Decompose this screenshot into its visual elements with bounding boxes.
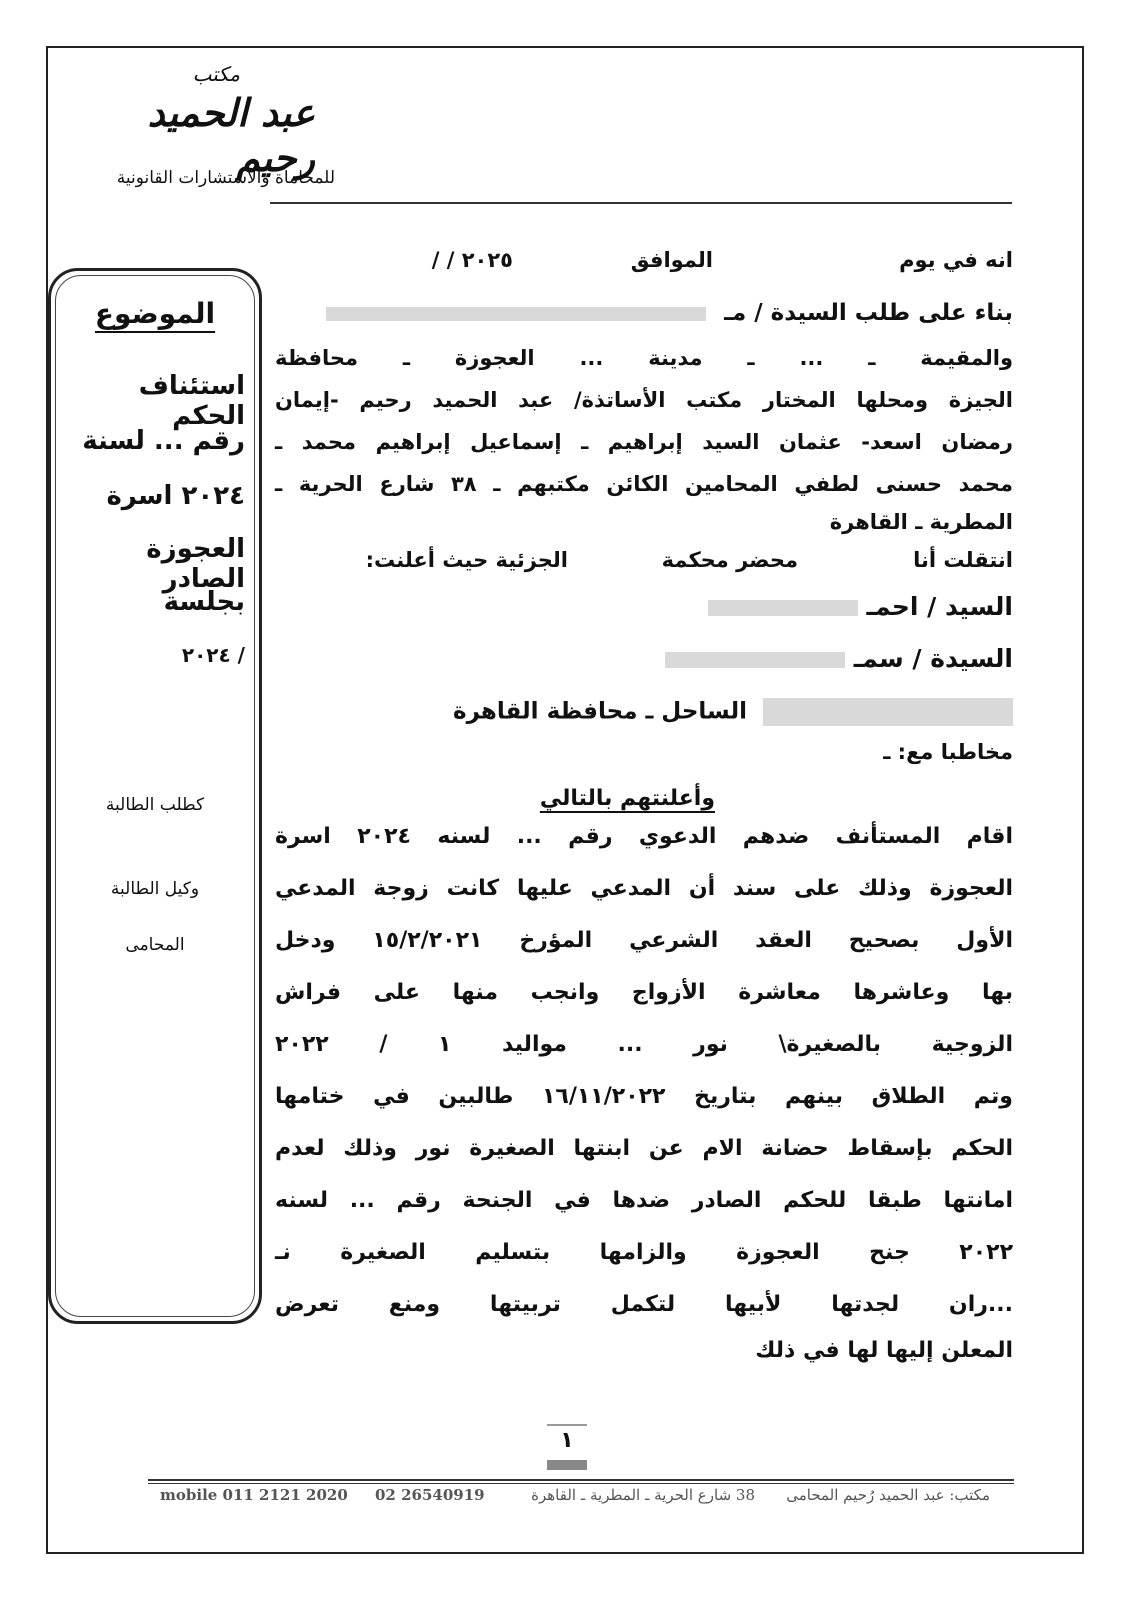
subject-line-3: ٢٠٢٤ اسرة bbox=[106, 481, 245, 511]
para-line-3: الأول بصحيح العقد الشرعي المؤرخ ١٥/٢/٢٠٢١ ودخل bbox=[275, 928, 1013, 953]
body-line-4: رمضان اسعد- عثمان السيد إبراهيم ـ إسماعيل إبراهيم محمد ـ bbox=[275, 430, 1013, 454]
body-line-2: والمقيمة ـ ... ـ مدينة ... العجوزة ـ محافظة bbox=[275, 346, 1013, 370]
subject-line-4: العجوزة الصادر bbox=[146, 534, 245, 594]
address-text: الساحل ـ محافظة القاهرة bbox=[453, 698, 747, 725]
body-line-6: المطرية ـ القاهرة bbox=[829, 510, 1013, 534]
notice-heading: وأعلنتهم بالتالي bbox=[539, 786, 715, 811]
moved-c: الجزئية حيث أعلنت: bbox=[365, 548, 568, 572]
footer-mobile: mobile 011 2121 2020 bbox=[160, 1486, 348, 1504]
para-line-4: بها وعاشرها معاشرة الأزواج وانجب منها على فراش bbox=[275, 980, 1013, 1005]
addressed-with: مخاطبا مع: ـ bbox=[883, 740, 1013, 764]
office-logo bbox=[95, 60, 335, 200]
logo-small-text: مكتب bbox=[192, 62, 240, 86]
para-line-7: الحكم بإسقاط حضانة الام عن ابنتها الصغيرة نور وذلك لعدم bbox=[275, 1136, 1013, 1161]
logo-name: عبد الحميد رحيم bbox=[147, 90, 315, 180]
agent-role: وكيل الطالبة bbox=[110, 879, 200, 899]
subject-line-5: بجلسة bbox=[163, 587, 245, 617]
moved-b: محضر محكمة bbox=[661, 548, 798, 572]
logo-tagline: للمحاماة والاستشارات القانونية bbox=[116, 168, 335, 188]
para-line-1: اقام المستأنف ضدهم الدعوي رقم ... لسنه ٢٠٢٤ اسرة bbox=[275, 824, 1013, 849]
redaction-block bbox=[326, 307, 706, 321]
para-line-6: وتم الطلاق بينهم بتاريخ ١٦/١١/٢٠٢٢ طالبين في ختامها bbox=[275, 1084, 1013, 1109]
header-divider bbox=[270, 202, 1012, 204]
footer-divider bbox=[148, 1479, 1014, 1481]
page-number-rule bbox=[547, 1424, 587, 1426]
requester-text: بناء على طلب السيدة / مـ bbox=[724, 300, 1013, 326]
addressee-1 bbox=[708, 592, 1013, 621]
footer-divider-thin bbox=[148, 1483, 1014, 1484]
body-line-3: الجيزة ومحلها المختار مكتب الأساتذة/ عبد الحميد رحيم -إيمان bbox=[275, 388, 1013, 412]
para-line-11: المعلن إليها لها في ذلك bbox=[755, 1338, 1013, 1363]
page-number: ١ bbox=[560, 1428, 574, 1453]
para-line-9: ٢٠٢٢ جنح العجوزة والزامها بتسليم الصغيرة نـ bbox=[275, 1240, 1013, 1265]
footer-address: 38 شارع الحرية ـ المطرية ـ القاهرة bbox=[531, 1486, 755, 1504]
day-label: انه في يوم bbox=[899, 248, 1013, 272]
para-line-5: الزوجية بالصغيرة\ نور ... مواليد ١ / ٢٠٢٢ bbox=[275, 1032, 1013, 1057]
requester-role: كطلب الطالبة bbox=[105, 795, 205, 815]
requester-line bbox=[326, 300, 1013, 326]
subject-box bbox=[48, 268, 262, 1324]
redaction-block bbox=[665, 652, 845, 668]
subject-line-6: / ٢٠٢٤ bbox=[181, 643, 245, 667]
footer-office: مكتب: عبد الحميد رُحيم المحامى bbox=[786, 1486, 990, 1504]
para-line-2: العجوزة وذلك على سند أن المدعي عليها كانت زوجة المدعي bbox=[275, 876, 1013, 901]
page-number-bar bbox=[547, 1460, 587, 1470]
addressee-2 bbox=[665, 644, 1013, 673]
redaction-block bbox=[763, 698, 1013, 726]
date-label: الموافق bbox=[630, 248, 713, 272]
date-value: / / ٢٠٢٥ bbox=[431, 248, 513, 272]
redaction-block bbox=[708, 600, 858, 616]
body-line-5: محمد حسنى لطفي المحامين الكائن مكتبهم ـ ٣٨ شارع الحرية ـ bbox=[275, 472, 1013, 496]
address-line bbox=[453, 698, 1013, 726]
para-line-8: امانتها طبقا للحكم الصادر ضدها في الجنحة رقم ... لسنه bbox=[275, 1188, 1013, 1213]
footer-phone: 02 26540919 bbox=[375, 1486, 485, 1504]
lawyer-role: المحامى bbox=[125, 935, 185, 955]
para-line-10: ...ران لجدتها لأبيها لتكمل تربيتها ومنع تعرض bbox=[275, 1292, 1013, 1317]
subject-line-1: استئناف الحكم bbox=[138, 371, 245, 431]
addressee-1-text: السيد / احمـ bbox=[866, 592, 1013, 621]
subject-line-2: رقم ... لسنة bbox=[82, 426, 245, 456]
footer bbox=[160, 1486, 990, 1510]
subject-title: الموضوع bbox=[94, 297, 216, 330]
moved-a: انتقلت أنا bbox=[913, 548, 1013, 572]
addressee-2-text: السيدة / سمـ bbox=[853, 644, 1013, 673]
